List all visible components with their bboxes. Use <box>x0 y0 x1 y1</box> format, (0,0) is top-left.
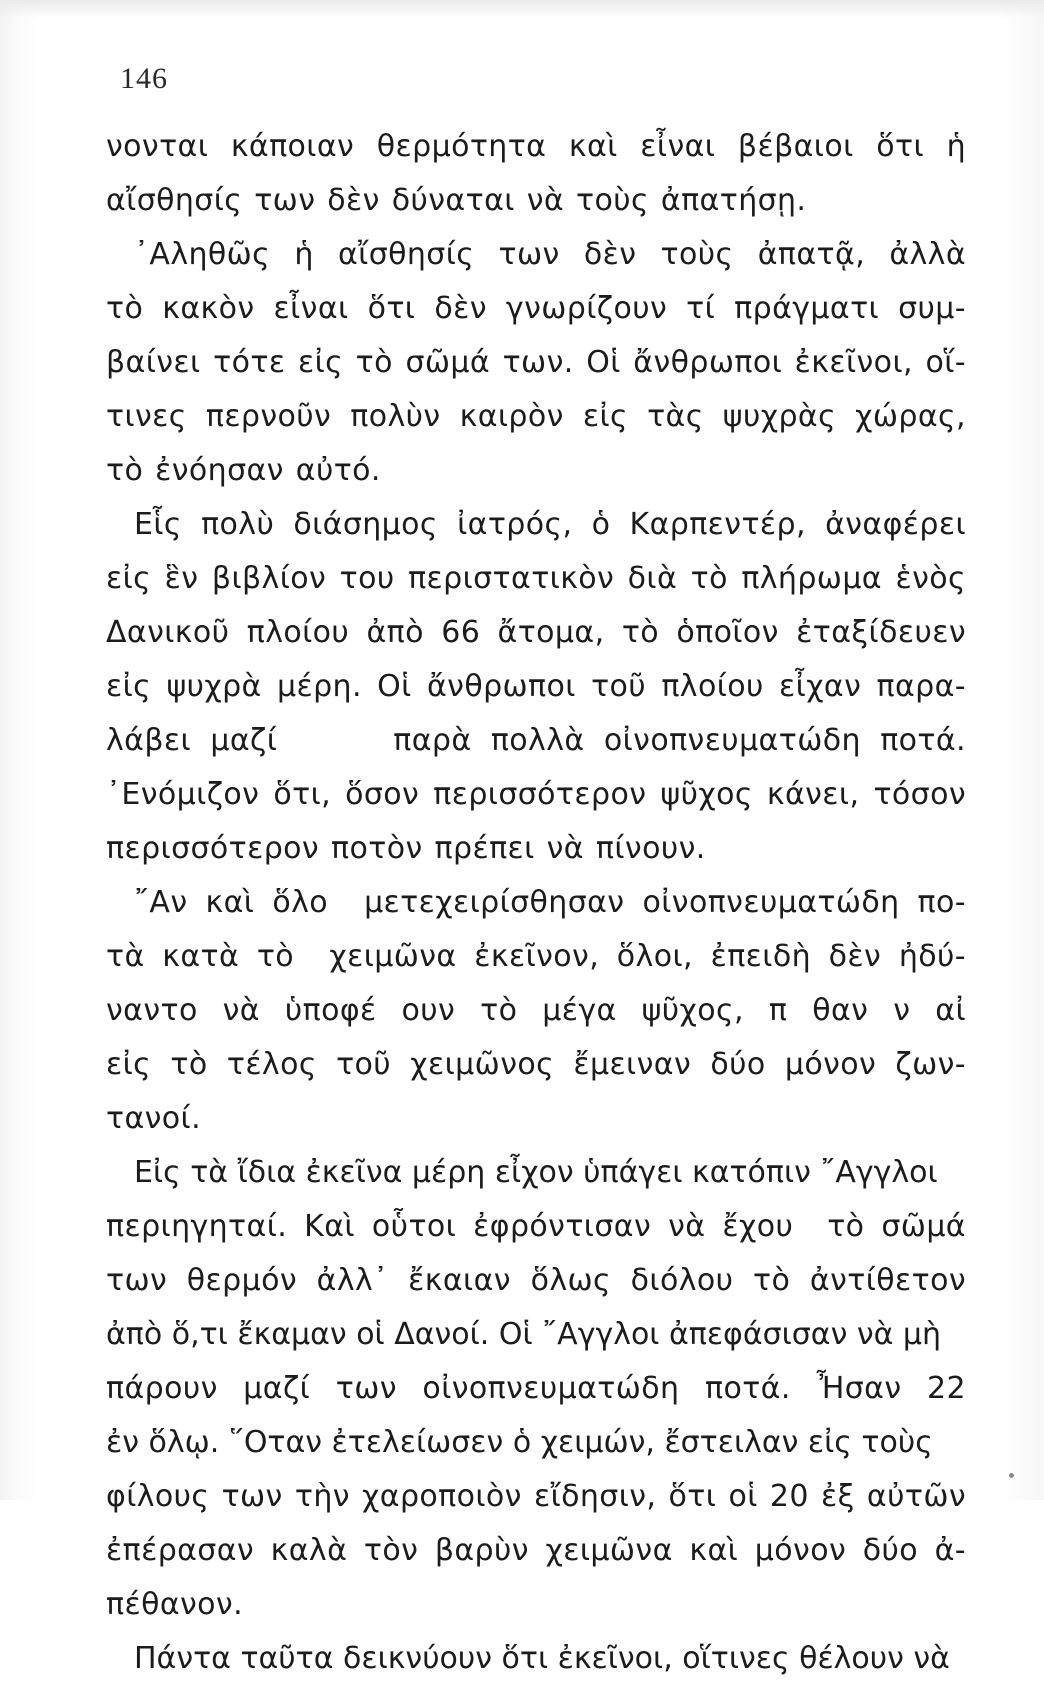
text-line: πέθανον. <box>106 1587 244 1622</box>
text-line: ναντο νὰ ὑποφέ ουν τὸ μέγα ψῦχος, π θαν ν αἰ <box>106 993 966 1028</box>
text-line: νονται κάποιαν θερμότητα καὶ εἶναι βέβαιοι ὅτι ἡ <box>106 129 966 164</box>
text-line: πάρουν μαζί των οἰνοπνευματώδη ποτά. Ἦσαν 22 <box>106 1371 966 1406</box>
text-line: Δανικοῦ πλοίου ἀπὸ 66 ἄτομα, τὸ ὁποῖον ἐταξίδευεν <box>106 615 966 650</box>
text-line: φίλους των τὴν χαροποιὸν εἴδησιν, ὅτι οἱ 20 ἐξ αὐτῶν <box>106 1479 966 1514</box>
text-line: ἐν ὅλῳ. ῞Οταν ἐτελείωσεν ὁ χειμών, ἔστειλαν εἰς τοὺς <box>106 1425 933 1460</box>
text-line: Πάντα ταῦτα δεικνύουν ὅτι ἐκεῖνοι, οἵτινες θέλουν νὰ <box>134 1641 950 1676</box>
text-line: περισσότερον ποτὸν πρέπει νὰ πίνουν. <box>106 831 706 866</box>
text-line: ἐπέρασαν καλὰ τὸν βαρὺν χειμῶνα καὶ μόνον δύο ἀ- <box>106 1533 966 1568</box>
text-line: των θερμόν ἀλλ᾿ ἔκαιαν ὅλως διόλου τὸ ἀντίθετον <box>106 1263 966 1298</box>
text-line: τὰ κατὰ τὸ χειμῶνα ἐκεῖνον, ὅλοι, ἐπειδὴ δὲν ἠδύ- <box>106 939 966 974</box>
text-line: εἰς ψυχρὰ μέρη. Οἱ ἄνθρωποι τοῦ πλοίου εἶχαν παρα- <box>106 669 966 704</box>
text-line: αἴσθησίς των δὲν δύναται νὰ τοὺς ἀπατήσῃ. <box>106 183 807 218</box>
text-line: ᾿Αληθῶς ἡ αἴσθησίς των δὲν τοὺς ἀπατᾷ, ἀλλὰ <box>134 237 966 272</box>
text-line: ἀπὸ ὅ,τι ἔκαμαν οἱ Δανοί. Οἱ ῎Αγγλοι ἀπεφάσισαν νὰ μὴ <box>106 1317 942 1352</box>
text-line: ᾿Ενόμιζον ὅτι, ὅσον περισσότερον ψῦχος κάνει, τόσον <box>106 777 966 812</box>
text-line: εἰς ἓν βιβλίον του περιστατικὸν διὰ τὸ πλήρωμα ἑνὸς <box>106 561 966 596</box>
text-line: Εἰς τὰ ἴδια ἐκεῖνα μέρη εἶχον ὑπάγει κατόπιν ῎Αγγλοι <box>134 1155 938 1190</box>
scan-edge-shadow <box>0 0 1044 18</box>
text-line: ῎Αν καὶ ὅλο μετεχειρίσθησαν οἰνοπνευματώδη πο- <box>134 885 966 920</box>
text-line: τὸ ἐνόησαν αὐτό. <box>106 453 381 488</box>
text-line: Εἷς πολὺ διάσημος ἰατρός, ὁ Καρπεντέρ, ἀναφέρει <box>134 507 966 542</box>
page-number: 146 <box>120 62 168 95</box>
text-line: λάβει μαζί παρὰ πολλὰ οἰνοπνευματώδη ποτά. <box>106 723 966 758</box>
text-line: τινες περνοῦν πολὺν καιρὸν εἰς τὰς ψυχρὰς χώρας, <box>106 399 966 434</box>
text-line: περιηγηταί. Καὶ οὗτοι ἐφρόντισαν νὰ ἔχου τὸ σῶμά <box>106 1209 966 1244</box>
body-text <box>106 120 966 1686</box>
text-line: βαίνει τότε εἰς τὸ σῶμά των. Οἱ ἄνθρωποι ἐκεῖνοι, οἵ- <box>106 345 966 380</box>
text-line: εἰς τὸ τέλος τοῦ χειμῶνος ἔμειναν δύο μόνον ζων- <box>106 1047 966 1082</box>
text-line: τὸ κακὸν εἶναι ὅτι δὲν γνωρίζουν τί πράγματι συμ- <box>106 291 966 326</box>
text-line: τανοί. <box>106 1101 202 1136</box>
scan-speck <box>1009 1473 1014 1478</box>
